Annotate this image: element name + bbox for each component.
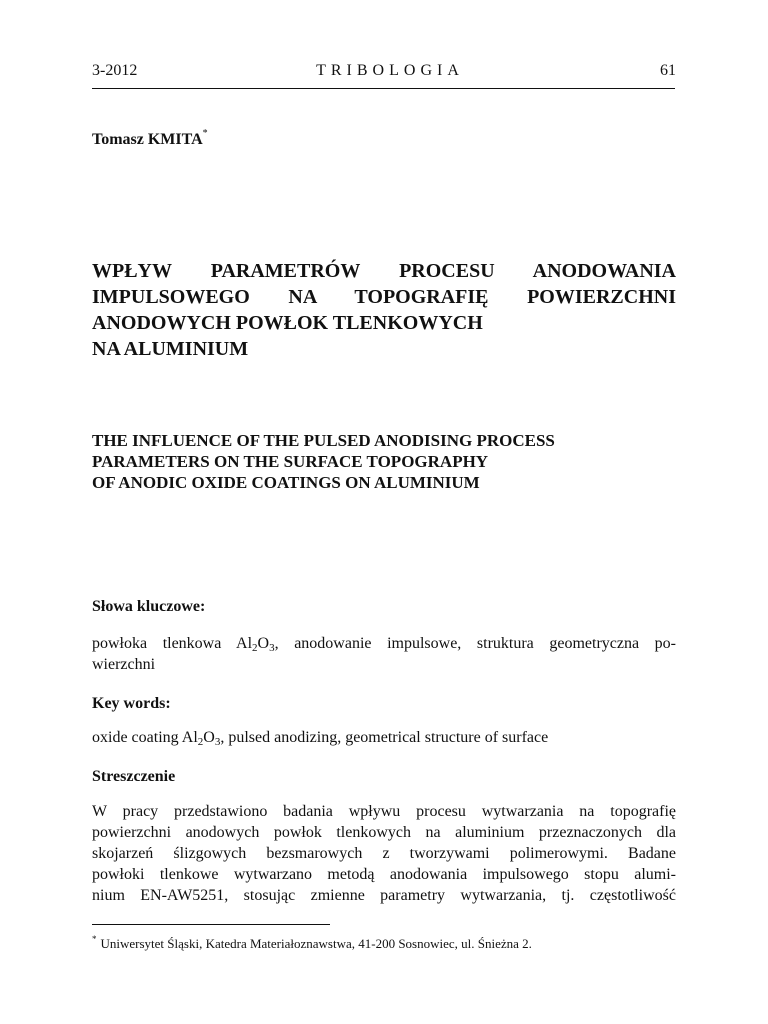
footnote-text: Uniwersytet Śląski, Katedra Materiałoznawstwa, 41-200 Sosnowiec, ul. Śnieżna 2. (100, 936, 532, 951)
abstract-line: W pracy przedstawiono badania wpływu procesu wytwarzania na topografię (92, 803, 676, 820)
footnote-marker: * (92, 934, 97, 944)
keywords-pl-heading: Słowa kluczowe: (92, 598, 206, 615)
title-en-line: OF ANODIC OXIDE COATINGS ON ALUMINIUM (92, 473, 480, 492)
title-polish (92, 258, 676, 362)
abstract-text (92, 801, 676, 906)
abstract-line: powierzchni anodowych powłok tlenkowych na aluminium przeznaczonych dla (92, 824, 676, 841)
keywords-en-heading: Key words: (92, 695, 171, 712)
issue-number: 3-2012 (92, 62, 138, 79)
journal-name: TRIBOLOGIA (316, 62, 464, 79)
abstract-line: powłoki tlenkowe wytwarzano metodą anodowania impulsowego stopu alumi- (92, 866, 676, 883)
abstract-line: skojarzeń ślizgowych bezsmarowych z tworzywami polimerowymi. Badane (92, 845, 676, 862)
keywords-pl-line: wierzchni (92, 656, 156, 673)
title-en-line: THE INFLUENCE OF THE PULSED ANODISING PROCESS (92, 431, 555, 450)
footnote-rule (92, 924, 330, 925)
running-header (92, 62, 676, 84)
header-rule (92, 88, 675, 89)
keywords-pl-text (92, 633, 676, 675)
title-pl-line: ANODOWYCH POWŁOK TLENKOWYCH (92, 312, 483, 334)
footnote (92, 934, 676, 952)
author (92, 128, 208, 149)
keywords-en-text: oxide coating $Al_2O_3$, pulsed anodizing, geometrical structure of surface (92, 729, 549, 748)
title-english (92, 430, 676, 493)
title-pl-line: NA ALUMINIUM (92, 338, 249, 360)
abstract-heading: Streszczenie (92, 768, 176, 785)
title-pl-line: WPŁYW PARAMETRÓW PROCESU ANODOWANIA (92, 260, 676, 282)
author-name: Tomasz KMITA (92, 131, 203, 148)
title-en-line: PARAMETERS ON THE SURFACE TOPOGRAPHY (92, 452, 489, 471)
keywords-pl-line: powłoka tlenkowa $Al_2O_3$, anodowanie impulsowe, struktura geometryczna po- (92, 635, 676, 654)
abstract-line: nium EN-AW5251, stosując zmienne parametry wytwarzania, tj. częstotliwość (92, 887, 676, 904)
author-footnote-marker: * (202, 128, 208, 139)
title-pl-line: IMPULSOWEGO NA TOPOGRAFIĘ POWIERZCHNI (92, 286, 676, 308)
page-number: 61 (660, 62, 676, 79)
